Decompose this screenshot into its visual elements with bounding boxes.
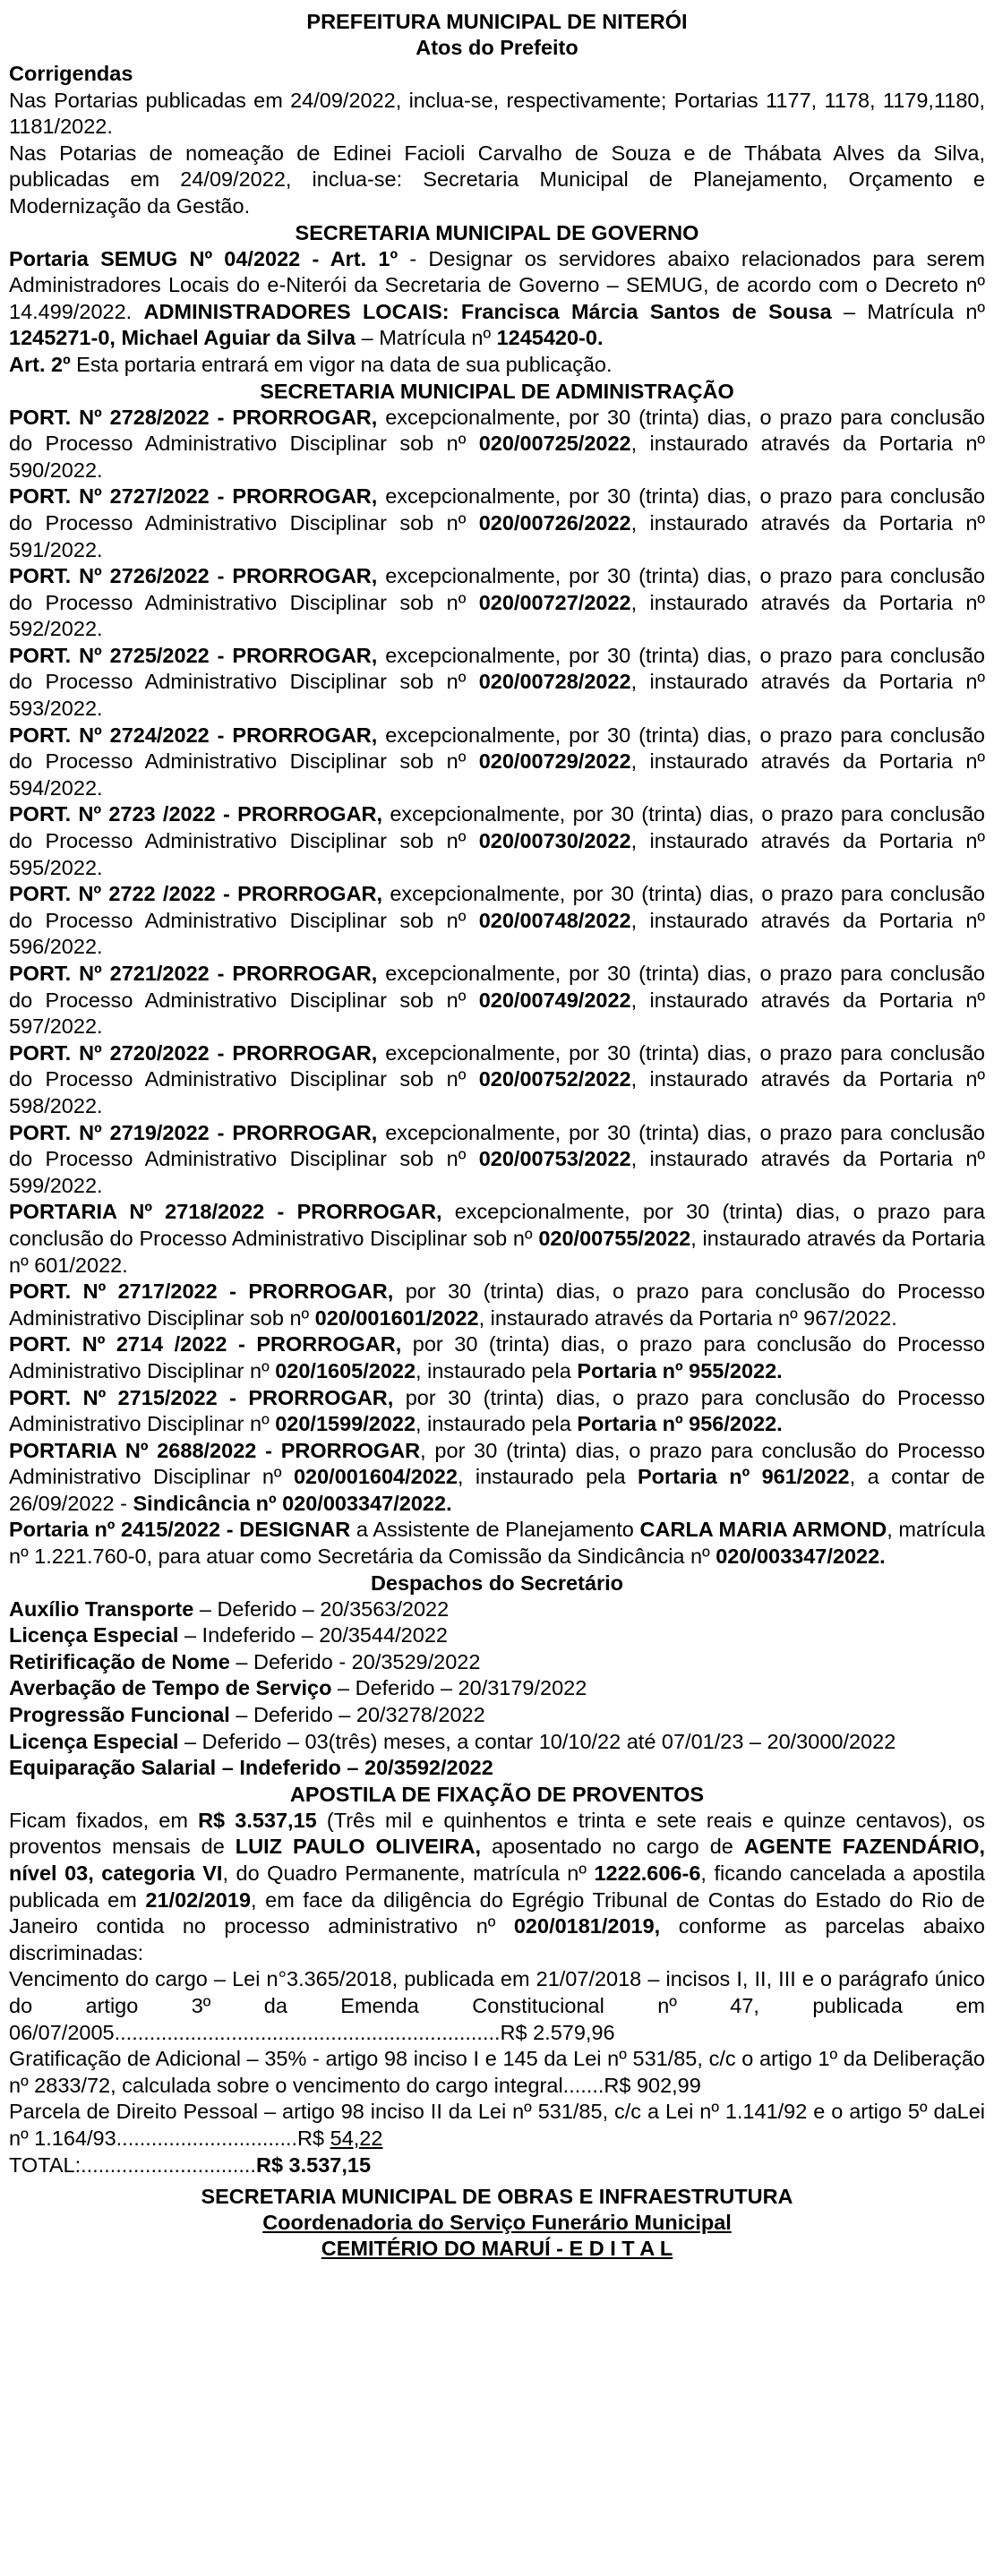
portaria-2714-text-1: por 30 (trinta) dias, o prazo para conclusão do Processo Administrativo Disciplinar nº: [9, 1332, 985, 1382]
prorrogar-list: [9, 405, 985, 1279]
footer-secretaria: SECRETARIA MUNICIPAL DE OBRAS E INFRAESTRUTURA: [201, 2185, 793, 2209]
semug-portaria: [9, 246, 985, 352]
portaria-text-2: , instaurado através da Portaria nº: [630, 510, 986, 535]
portaria-2415-name: CARLA MARIA ARMOND: [639, 1518, 887, 1542]
portaria-2415-text-1: a Assistente de Planejamento: [350, 1518, 640, 1542]
semug-matricula-text-2: – Matrícula nº: [356, 326, 497, 350]
portaria-2717-text-2: , instaurado através da Portaria nº 967/2022.: [478, 1305, 897, 1330]
portaria-text-1: excepcionalmente, por 30 (trinta) dias, o prazo para conclusão do Processo Administrativo Disciplinar sob nº: [9, 962, 985, 1012]
apostila-parcela-text: Parcela de Direito Pessoal – artigo 98 inciso II da Lei nº 531/85, c/c a Lei nº 1.141/92 e o artigo 5º daLei nº 1.164/93...............................R$: [9, 2100, 985, 2150]
portaria-text-2: , instaurado através da Portaria nº: [630, 829, 986, 853]
portaria-label: PORT. Nº 2725/2022 - PRORROGAR,: [9, 643, 378, 667]
portaria-text-1: excepcionalmente, por 30 (trinta) dias, o prazo para conclusão do Processo Administrativo Disciplinar sob nº: [9, 802, 985, 853]
portaria-text-1: excepcionalmente, por 30 (trinta) dias, o prazo para conclusão do Processo Administrativo Disciplinar sob nº: [9, 484, 985, 535]
portaria-label: PORT. Nº 2724/2022 - PRORROGAR,: [9, 723, 378, 747]
despacho-text: – Indeferido – 20/3544/2022: [178, 1623, 448, 1647]
portaria-text-2: , instaurado através da Portaria nº: [630, 749, 986, 774]
portaria-text-2: , instaurado através da Portaria nº: [630, 670, 986, 694]
apostila-vencimento: Vencimento do cargo – Lei n°3.365/2018, publicada em 21/07/2018 – incisos I, II, III e o parágrafo único do artigo 3º da Emenda Constitucional nº 47, publicada em 06/07/2005..................................................................R$ 2.579,96: [9, 1967, 985, 2044]
portaria-label: PORT. Nº 2726/2022 - PRORROGAR,: [9, 564, 378, 588]
semug-heading: SECRETARIA MUNICIPAL DE GOVERNO: [295, 220, 699, 244]
portaria-text-1: excepcionalmente, por 30 (trinta) dias, o prazo para conclusão do Processo Administrativo Disciplinar sob nº: [9, 564, 985, 614]
portaria-2714-origem: Portaria nº 955/2022.: [577, 1358, 783, 1382]
portaria-2715-text-1: por 30 (trinta) dias, o prazo para conclusão do Processo Administrativo Disciplinar nº: [9, 1385, 985, 1436]
semug-matricula-2: 1245420-0.: [496, 326, 604, 350]
semug-portaria-label: Portaria SEMUG Nº 04/2022 - Art. 1º: [9, 246, 398, 270]
portaria-paragraph: [9, 643, 985, 723]
portaria-origem: 597/2022.: [9, 1014, 103, 1039]
apostila-nome: LUIZ PAULO OLIVEIRA,: [235, 1835, 481, 1859]
portaria-2717-processo: 020/001601/2022: [314, 1305, 479, 1330]
semug-art2-text: Esta portaria entrará em vigor na data de sua publicação.: [70, 352, 613, 376]
portaria-paragraph: [9, 1040, 985, 1120]
portaria-label: PORT. Nº 2721/2022 - PRORROGAR,: [9, 962, 378, 985]
portaria-origem: 595/2022.: [9, 855, 103, 879]
portaria-2688-text-3: , a contar de 26/09/2022 -: [9, 1465, 985, 1515]
portaria-processo: 020/00729/2022: [478, 749, 631, 774]
portaria-origem: 596/2022.: [9, 935, 103, 959]
portaria-text-2: , instaurado através da Portaria nº: [630, 988, 986, 1012]
apostila-matricula: 1222.606-6: [594, 1861, 701, 1885]
despacho-item: [9, 1649, 985, 1676]
apostila-text-1: Ficam fixados, em: [9, 1808, 199, 1832]
portaria-text-1: excepcionalmente, por 30 (trinta) dias, o prazo para conclusão do Processo Administrativo Disciplinar sob nº: [9, 723, 985, 774]
portaria-origem: 590/2022.: [9, 458, 103, 482]
portaria-2715: [9, 1385, 985, 1438]
despacho-label: Auxílio Transporte: [9, 1596, 194, 1621]
despacho-item: [9, 1675, 985, 1702]
despacho-item: [9, 1596, 985, 1623]
despacho-text: – Deferido – 20/3563/2022: [193, 1596, 450, 1621]
portaria-paragraph: [9, 1199, 985, 1279]
portaria-label: PORT. Nº 2723 /2022 - PRORROGAR,: [9, 802, 383, 826]
portaria-paragraph: [9, 801, 985, 881]
portaria-processo: 020/00748/2022: [478, 908, 631, 932]
apostila-gratificacao: Gratificação de Adicional – 35% - artigo 98 inciso I e 145 da Lei nº 531/85, c/c o artigo 1º da Deliberação nº 2833/72, calculada sobre o vencimento do cargo integral.......R$ 902,99: [9, 2047, 985, 2097]
portaria-origem: 591/2022.: [9, 537, 103, 561]
apostila-processo: 020/0181/2019,: [513, 1914, 661, 1938]
portaria-label: PORT. Nº 2727/2022 - PRORROGAR,: [9, 484, 378, 509]
despacho-label: Licença Especial: [9, 1623, 179, 1647]
despacho-item: [9, 1622, 985, 1649]
portaria-processo: 020/00726/2022: [478, 510, 631, 535]
apostila-text-5: , ficando cancelada a apostila publicada em: [9, 1861, 985, 1912]
portaria-2415-text-2: , matrícula nº 1.221.760-0, para atuar como Secretária da Comissão da Sindicância nº: [9, 1518, 986, 1569]
portaria-2415: [9, 1517, 985, 1570]
despacho-item: [9, 1729, 985, 1756]
despacho-text: – Deferido - 20/3529/2022: [229, 1649, 481, 1673]
apostila-heading: APOSTILA DE FIXAÇÃO DE PROVENTOS: [289, 1782, 705, 1806]
portaria-2688-sindicancia: Sindicância nº 020/003347/2022.: [133, 1491, 452, 1515]
portaria-text-2: , instaurado através da Portaria nº: [630, 908, 986, 932]
portaria-2714-label: PORT. Nº 2714 /2022 - PRORROGAR,: [9, 1332, 402, 1356]
portaria-origem: 598/2022.: [9, 1093, 103, 1117]
apostila-paragraph: [9, 1808, 985, 1967]
portaria-2717: [9, 1279, 985, 1331]
apostila-parcela-valor: 54,22: [330, 2126, 383, 2150]
portaria-processo: 020/00752/2022: [478, 1067, 631, 1091]
semug-portaria-text: - Designar os servidores abaixo relacionados para serem Administradores Locais do e-Niterói da Secretaria de Governo – SEMUG, de acordo com o Decreto nº 14.499/2022.: [9, 246, 985, 323]
apostila-valor: R$ 3.537,15: [198, 1808, 317, 1832]
portaria-paragraph: [9, 405, 985, 484]
semug-matricula-1: 1245271-0, Michael Aguiar da Silva: [9, 326, 356, 350]
apostila-text-7: conforme as parcelas abaixo discriminadas:: [9, 1914, 985, 1964]
semug-art2: [9, 352, 985, 379]
portaria-2717-text-1: por 30 (trinta) dias, o prazo para conclusão do Processo Administrativo Disciplinar sob nº: [9, 1279, 985, 1330]
portaria-label: PORT. Nº 2722 /2022 - PRORROGAR,: [9, 882, 383, 906]
portaria-paragraph: [9, 961, 985, 1040]
portaria-text-1: excepcionalmente, por 30 (trinta) dias, o prazo para conclusão do Processo Administrativo Disciplinar sob nº: [9, 882, 985, 932]
portaria-2715-origem: Portaria nº 956/2022.: [577, 1412, 783, 1436]
portaria-2715-processo: 020/1599/2022: [275, 1412, 416, 1436]
portaria-paragraph: [9, 1120, 985, 1200]
portaria-text-1: excepcionalmente, por 30 (trinta) dias, o prazo para conclusão do Processo Administrativo Disciplinar sob nº: [9, 1200, 985, 1250]
portaria-2415-label: Portaria nº 2415/2022 - DESIGNAR: [9, 1518, 351, 1542]
portaria-processo: 020/00727/2022: [478, 590, 631, 614]
despachos-list: [9, 1596, 985, 1756]
portaria-text-2: , instaurado através da Portaria nº: [9, 1226, 985, 1277]
portaria-text-1: excepcionalmente, por 30 (trinta) dias, o prazo para conclusão do Processo Administrativo Disciplinar sob nº: [9, 643, 985, 694]
page-subtitle: Atos do Prefeito: [416, 36, 578, 59]
portaria-2714-processo: 020/1605/2022: [275, 1358, 416, 1382]
portaria-paragraph: [9, 723, 985, 802]
despacho-item: [9, 1702, 985, 1729]
despacho-text: – Deferido – 03(três) meses, a contar 10/10/22 até 07/01/23 – 20/3000/2022: [178, 1729, 896, 1753]
corrigendas-paragraph-1: Nas Portarias publicadas em 24/09/2022, inclua-se, respectivamente; Portarias 1177, 1178, 1179,1180, 1181/2022.: [9, 88, 985, 139]
despacho-label: Progressão Funcional: [9, 1703, 230, 1727]
portaria-2715-label: PORT. Nº 2715/2022 - PRORROGAR,: [9, 1385, 394, 1409]
footer-coordenadoria: Coordenadoria do Serviço Funerário Municipal: [262, 2211, 732, 2235]
portaria-2688: [9, 1438, 985, 1518]
portaria-text-1: excepcionalmente, por 30 (trinta) dias, o prazo para conclusão do Processo Administrativo Disciplinar sob nº: [9, 405, 985, 456]
despachos-heading: Despachos do Secretário: [370, 1570, 624, 1595]
portaria-label: PORT. Nº 2719/2022 - PRORROGAR,: [9, 1120, 378, 1144]
portaria-origem: 599/2022.: [9, 1173, 103, 1197]
portaria-origem: 594/2022.: [9, 775, 103, 800]
portaria-processo: 020/00725/2022: [478, 432, 631, 456]
portaria-origem: 593/2022.: [9, 697, 103, 721]
portaria-2415-sindicancia: 020/003347/2022.: [716, 1545, 886, 1569]
portaria-2688-origem: Portaria nº 961/2022: [637, 1465, 850, 1489]
portaria-text-2: , instaurado através da Portaria nº: [630, 590, 986, 614]
corrigendas-heading: Corrigendas: [9, 62, 133, 85]
despacho-label: Retirificação de Nome: [9, 1649, 230, 1673]
portaria-paragraph: [9, 881, 985, 961]
footer-edital: CEMITÉRIO DO MARUÍ - E D I T A L: [321, 2237, 673, 2261]
portaria-processo: 020/00755/2022: [538, 1226, 691, 1250]
portaria-text-1: excepcionalmente, por 30 (trinta) dias, o prazo para conclusão do Processo Administrativo Disciplinar sob nº: [9, 1040, 985, 1091]
portaria-2714: [9, 1331, 985, 1384]
corrigendas-paragraph-2: Nas Potarias de nomeação de Edinei Facioli Carvalho de Souza e de Thábata Alves da Silva, publicadas em 24/09/2022, inclua-se: Secretaria Municipal de Planejamento, Orçamento e Modernização da Gestão.: [9, 141, 985, 218]
apostila-parcela: [9, 2099, 985, 2152]
semug-art2-label: Art. 2º: [9, 352, 71, 376]
portaria-2715-text-2: , instaurado pela: [416, 1412, 578, 1436]
portaria-text-2: , instaurado através da Portaria nº: [630, 1067, 986, 1091]
despacho-text: – Deferido – 20/3278/2022: [229, 1703, 485, 1727]
portaria-2717-label: PORT. Nº 2717/2022 - PRORROGAR,: [9, 1279, 394, 1304]
apostila-data: 21/02/2019: [145, 1887, 252, 1912]
portaria-2688-processo: 020/001604/2022: [293, 1465, 458, 1489]
portaria-processo: 020/00749/2022: [478, 988, 631, 1012]
portaria-2714-text-2: , instaurado pela: [416, 1358, 578, 1382]
portaria-processo: 020/00753/2022: [478, 1147, 631, 1171]
portaria-label: PORT. Nº 2720/2022 - PRORROGAR,: [9, 1040, 378, 1065]
semug-matricula-text-1: – Matrícula nº: [831, 299, 986, 323]
semug-admins-label: ADMINISTRADORES LOCAIS: Francisca Márcia Santos de Sousa: [143, 299, 832, 323]
portaria-text-2: , instaurado através da Portaria nº: [630, 1147, 986, 1171]
apostila-total-valor: R$ 3.537,15: [255, 2152, 372, 2177]
apostila-cargo: AGENTE FAZENDÁRIO, nível 03, categoria VI: [9, 1835, 985, 1885]
apostila-total: [9, 2152, 985, 2179]
portaria-text-1: excepcionalmente, por 30 (trinta) dias, o prazo para conclusão do Processo Administrativo Disciplinar sob nº: [9, 1120, 985, 1171]
page-title: PREFEITURA MUNICIPAL DE NITERÓI: [306, 10, 688, 33]
despacho-equiparacao: Equiparação Salarial – Indeferido – 20/3592/2022: [9, 1756, 493, 1780]
portaria-origem: 601/2022.: [34, 1253, 128, 1277]
portaria-2688-text-1: , por 30 (trinta) dias, o prazo para conclusão do Processo Administrativo Disciplinar nº: [9, 1438, 985, 1489]
semad-heading: SECRETARIA MUNICIPAL DE ADMINISTRAÇÃO: [260, 379, 734, 403]
portaria-processo: 020/00730/2022: [478, 829, 631, 853]
portaria-label: PORT. Nº 2728/2022 - PRORROGAR,: [9, 405, 378, 429]
portaria-paragraph: [9, 563, 985, 643]
apostila-text-4: , do Quadro Permanente, matrícula nº: [222, 1861, 595, 1885]
portaria-label: PORTARIA Nº 2718/2022 - PRORROGAR,: [9, 1200, 442, 1224]
apostila-text-2: (Três mil e quinhentos e trinta e sete reais e quinze centavos), os proventos mensais de: [9, 1808, 985, 1859]
apostila-total-label: TOTAL:..............................: [9, 2152, 256, 2177]
despacho-label: Averbação de Tempo de Serviço: [9, 1676, 332, 1700]
apostila-text-6: , em face da diligência do Egrégio Tribunal de Contas do Estado do Rio de Janeiro contida no processo administrativo nº: [9, 1887, 985, 1938]
portaria-processo: 020/00728/2022: [478, 670, 631, 694]
portaria-2688-label: PORTARIA Nº 2688/2022 - PRORROGAR: [9, 1438, 421, 1462]
despacho-text: – Deferido – 20/3179/2022: [331, 1676, 587, 1700]
apostila-text-3: aposentado no cargo de: [481, 1835, 744, 1859]
despacho-label: Licença Especial: [9, 1729, 179, 1753]
portaria-2688-text-2: , instaurado pela: [457, 1465, 638, 1489]
portaria-origem: 592/2022.: [9, 617, 103, 641]
portaria-text-2: , instaurado através da Portaria nº: [630, 432, 986, 456]
portaria-paragraph: [9, 484, 985, 563]
